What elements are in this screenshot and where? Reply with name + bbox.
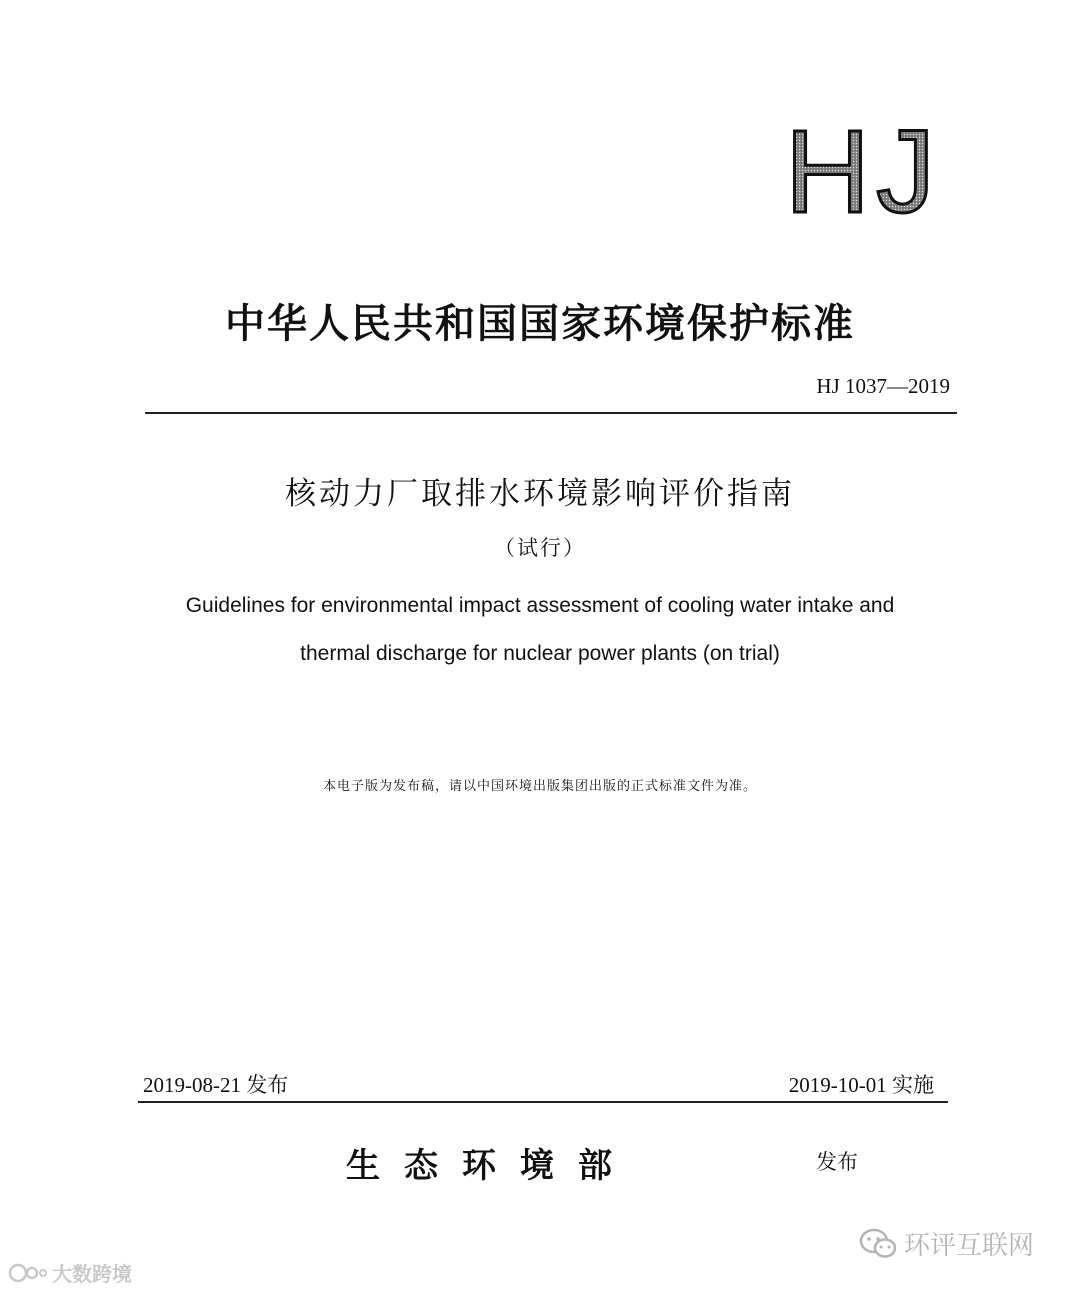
standard-number: HJ 1037—2019	[816, 374, 950, 398]
watermark-left	[8, 1258, 132, 1287]
footer-rule	[138, 1101, 948, 1103]
document-title-cn: 核动力厂取排水环境影响评价指南	[285, 476, 795, 512]
publication-notice: 本电子版为发布稿，请以中国环境出版集团出版的正式标准文件为准。	[322, 779, 757, 794]
document-title-en-line-1: Guidelines for environmental impact assessment of cooling water intake and	[185, 594, 895, 617]
implementation-date: 2019-10-01 实施	[788, 1073, 934, 1097]
header-rule	[145, 412, 957, 414]
document-title-en-line-2: thermal discharge for nuclear power plants (on trial)	[300, 642, 780, 665]
watermark-logo-icon	[8, 1262, 48, 1284]
document-subtitle-cn: （试行）	[494, 536, 586, 560]
wechat-icon	[858, 1227, 898, 1261]
watermark-right	[858, 1225, 1034, 1262]
watermark-right-text: 环评互联网	[904, 1231, 1035, 1261]
issuing-authority: 生态环境部	[346, 1146, 636, 1186]
hj-logo-text: HJ	[784, 112, 942, 222]
issuer-action: 发布	[816, 1150, 858, 1174]
watermark-left-text: 大数跨境	[52, 1262, 132, 1286]
issue-date: 2019-08-21 发布	[143, 1073, 289, 1097]
standard-title: 中华人民共和国国家环境保护标准	[225, 301, 855, 347]
hj-logo	[768, 112, 958, 222]
